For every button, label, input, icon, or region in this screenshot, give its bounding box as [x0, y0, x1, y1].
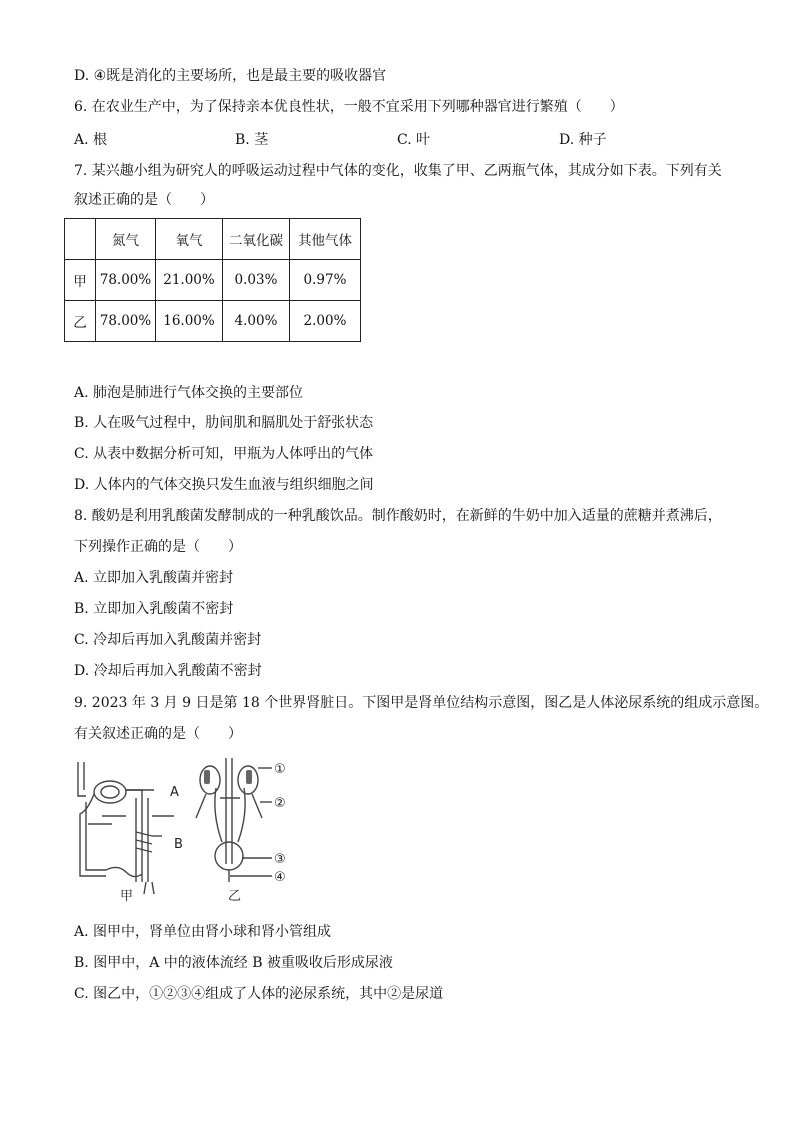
q6-option-c: C. 叶	[397, 132, 431, 148]
table-header-cell: 二氧化碳	[223, 219, 290, 260]
table-cell: 4.00%	[223, 301, 290, 342]
table-header-row	[65, 219, 361, 260]
q8-option-b: B. 立即加入乳酸菌不密封	[74, 601, 234, 617]
q5-option-d: D. ④既是消化的主要场所，也是最主要的吸收器官	[74, 68, 387, 84]
q9-option-a: A. 图甲中，肾单位由肾小球和肾小管组成	[74, 924, 332, 940]
table-cell: 乙	[65, 301, 96, 342]
q8-option-a: A. 立即加入乳酸菌并密封	[74, 570, 234, 586]
table-cell: 2.00%	[290, 301, 361, 342]
q7-option-d: D. 人体内的气体交换只发生血液与组织细胞之间	[74, 477, 374, 493]
table-header-cell: 氮气	[96, 219, 156, 260]
table-cell: 16.00%	[156, 301, 223, 342]
marker-4: ④	[274, 870, 286, 885]
q9-stem-line1: 9. 2023 年 3 月 9 日是第 18 个世界肾脏日。下图甲是肾单位结构示意图，图乙是人体泌尿系统的组成示意图。	[74, 695, 769, 711]
q7-stem-line2: 叙述正确的是（ ）	[74, 192, 214, 208]
table-header-cell	[65, 219, 96, 260]
gas-composition-table	[64, 218, 361, 342]
kidney-diagram	[66, 754, 316, 902]
q6-option-a: A. 根	[74, 132, 108, 148]
marker-3: ③	[274, 852, 286, 867]
table-cell: 0.03%	[223, 260, 290, 301]
marker-1: ①	[274, 762, 286, 777]
table-header-cell: 氧气	[156, 219, 223, 260]
q7-option-b: B. 人在吸气过程中，肋间肌和膈肌处于舒张状态	[74, 415, 374, 431]
table-row	[65, 301, 361, 342]
label-b: B	[174, 837, 183, 852]
q8-stem-line1: 8. 酸奶是利用乳酸菌发酵制成的一种乳酸饮品。制作酸奶时，在新鲜的牛奶中加入适量的蔗糖并煮沸后，	[74, 508, 722, 524]
table-cell: 甲	[65, 260, 96, 301]
glomerulus-shape	[94, 781, 126, 803]
q7-option-c: C. 从表中数据分析可知，甲瓶为人体呼出的气体	[74, 446, 374, 462]
table-cell: 21.00%	[156, 260, 223, 301]
q7-option-a: A. 肺泡是肺进行气体交换的主要部位	[74, 385, 304, 401]
table-cell: 78.00%	[96, 260, 156, 301]
q6-stem: 6. 在农业生产中，为了保持亲本优良性状，一般不宜采用下列哪种器官进行繁殖（ ）	[74, 99, 624, 115]
q8-stem-line2: 下列操作正确的是（ ）	[74, 539, 242, 555]
label-a: A	[170, 785, 179, 800]
marker-2: ②	[274, 796, 286, 811]
table-cell: 78.00%	[96, 301, 156, 342]
caption-right: 乙	[228, 889, 242, 902]
q6-option-d: D. 种子	[559, 132, 607, 148]
table-row	[65, 260, 361, 301]
q6-option-b: B. 茎	[235, 132, 269, 148]
q9-stem-line2: 有关叙述正确的是（ ）	[74, 726, 242, 742]
table-cell: 0.97%	[290, 260, 361, 301]
q8-option-d: D. 冷却后再加入乳酸菌不密封	[74, 663, 262, 679]
q7-stem-line1: 7. 某兴趣小组为研究人的呼吸运动过程中气体的变化，收集了甲、乙两瓶气体，其成分如下表。下列有关	[74, 163, 722, 179]
q9-option-c: C. 图乙中，①②③④组成了人体的泌尿系统，其中②是尿道	[74, 986, 444, 1002]
q8-option-c: C. 冷却后再加入乳酸菌并密封	[74, 632, 262, 648]
q9-option-b: B. 图甲中，A 中的液体流经 B 被重吸收后形成尿液	[74, 955, 393, 971]
caption-left: 甲	[120, 889, 134, 902]
table-header-cell: 其他气体	[290, 219, 361, 260]
